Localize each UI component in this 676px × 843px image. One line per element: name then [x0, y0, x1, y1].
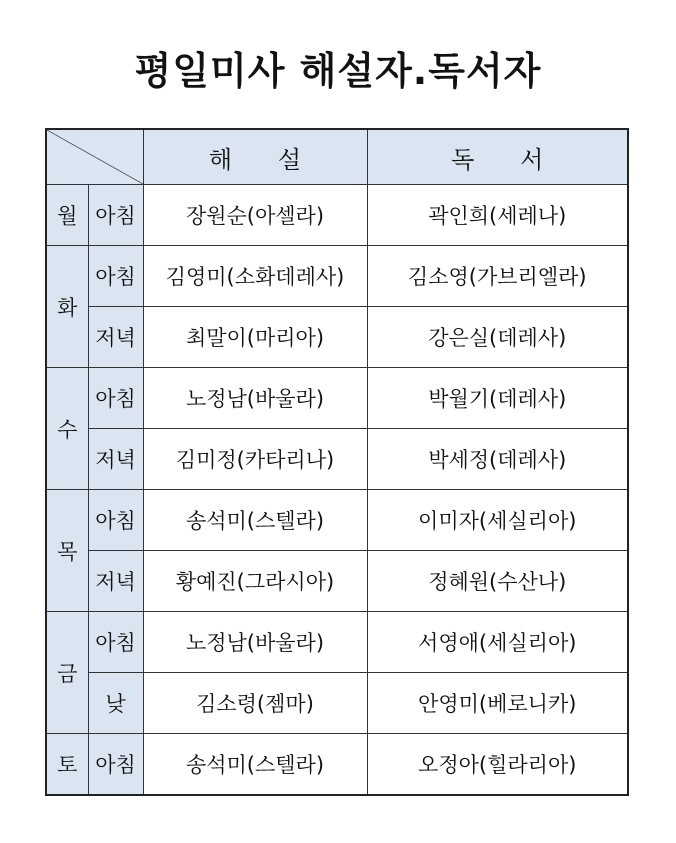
header-commentator: 해 설 — [143, 129, 367, 185]
page-title: 평일미사 해설자.독서자 — [134, 49, 542, 93]
commentator-cell: 최말이(마리아) — [143, 307, 367, 368]
time-cell: 저녁 — [88, 429, 143, 490]
commentator-cell: 김소령(젬마) — [143, 673, 367, 734]
reader-cell: 서영애(세실리아) — [367, 612, 628, 673]
table-row — [46, 551, 628, 612]
table-row — [46, 246, 628, 307]
day-cell: 화 — [46, 246, 88, 368]
header-reader: 독 서 — [367, 129, 628, 185]
commentator-cell: 김미정(카타리나) — [143, 429, 367, 490]
table-row — [46, 307, 628, 368]
table-row — [46, 734, 628, 796]
reader-cell: 강은실(데레사) — [367, 307, 628, 368]
commentator-cell: 장원순(아셀라) — [143, 185, 367, 246]
reader-cell: 이미자(세실리아) — [367, 490, 628, 551]
time-cell: 아침 — [88, 368, 143, 429]
corner-cell — [46, 129, 143, 185]
reader-cell: 오정아(힐라리아) — [367, 734, 628, 796]
day-cell: 목 — [46, 490, 88, 612]
table-row — [46, 185, 628, 246]
reader-cell: 안영미(베로니카) — [367, 673, 628, 734]
table-row — [46, 429, 628, 490]
day-cell: 수 — [46, 368, 88, 490]
header-row — [46, 129, 628, 185]
commentator-cell: 송석미(스텔라) — [143, 490, 367, 551]
reader-cell: 정혜원(수산나) — [367, 551, 628, 612]
table-row — [46, 673, 628, 734]
time-cell: 낮 — [88, 673, 143, 734]
time-cell: 아침 — [88, 246, 143, 307]
table-row — [46, 368, 628, 429]
time-cell: 아침 — [88, 185, 143, 246]
commentator-cell: 황예진(그라시아) — [143, 551, 367, 612]
commentator-cell: 노정남(바울라) — [143, 368, 367, 429]
time-cell: 아침 — [88, 734, 143, 796]
day-cell: 토 — [46, 734, 88, 796]
time-cell: 아침 — [88, 612, 143, 673]
commentator-cell: 노정남(바울라) — [143, 612, 367, 673]
reader-cell: 박월기(데레사) — [367, 368, 628, 429]
table-row — [46, 612, 628, 673]
table-row — [46, 490, 628, 551]
reader-cell: 김소영(가브리엘라) — [367, 246, 628, 307]
time-cell: 저녁 — [88, 307, 143, 368]
commentator-cell: 김영미(소화데레사) — [143, 246, 367, 307]
day-cell: 월 — [46, 185, 88, 246]
time-cell: 아침 — [88, 490, 143, 551]
time-cell: 저녁 — [88, 551, 143, 612]
day-cell: 금 — [46, 612, 88, 734]
reader-cell: 곽인희(세레나) — [367, 185, 628, 246]
schedule-table — [45, 128, 629, 796]
commentator-cell: 송석미(스텔라) — [143, 734, 367, 796]
reader-cell: 박세정(데레사) — [367, 429, 628, 490]
